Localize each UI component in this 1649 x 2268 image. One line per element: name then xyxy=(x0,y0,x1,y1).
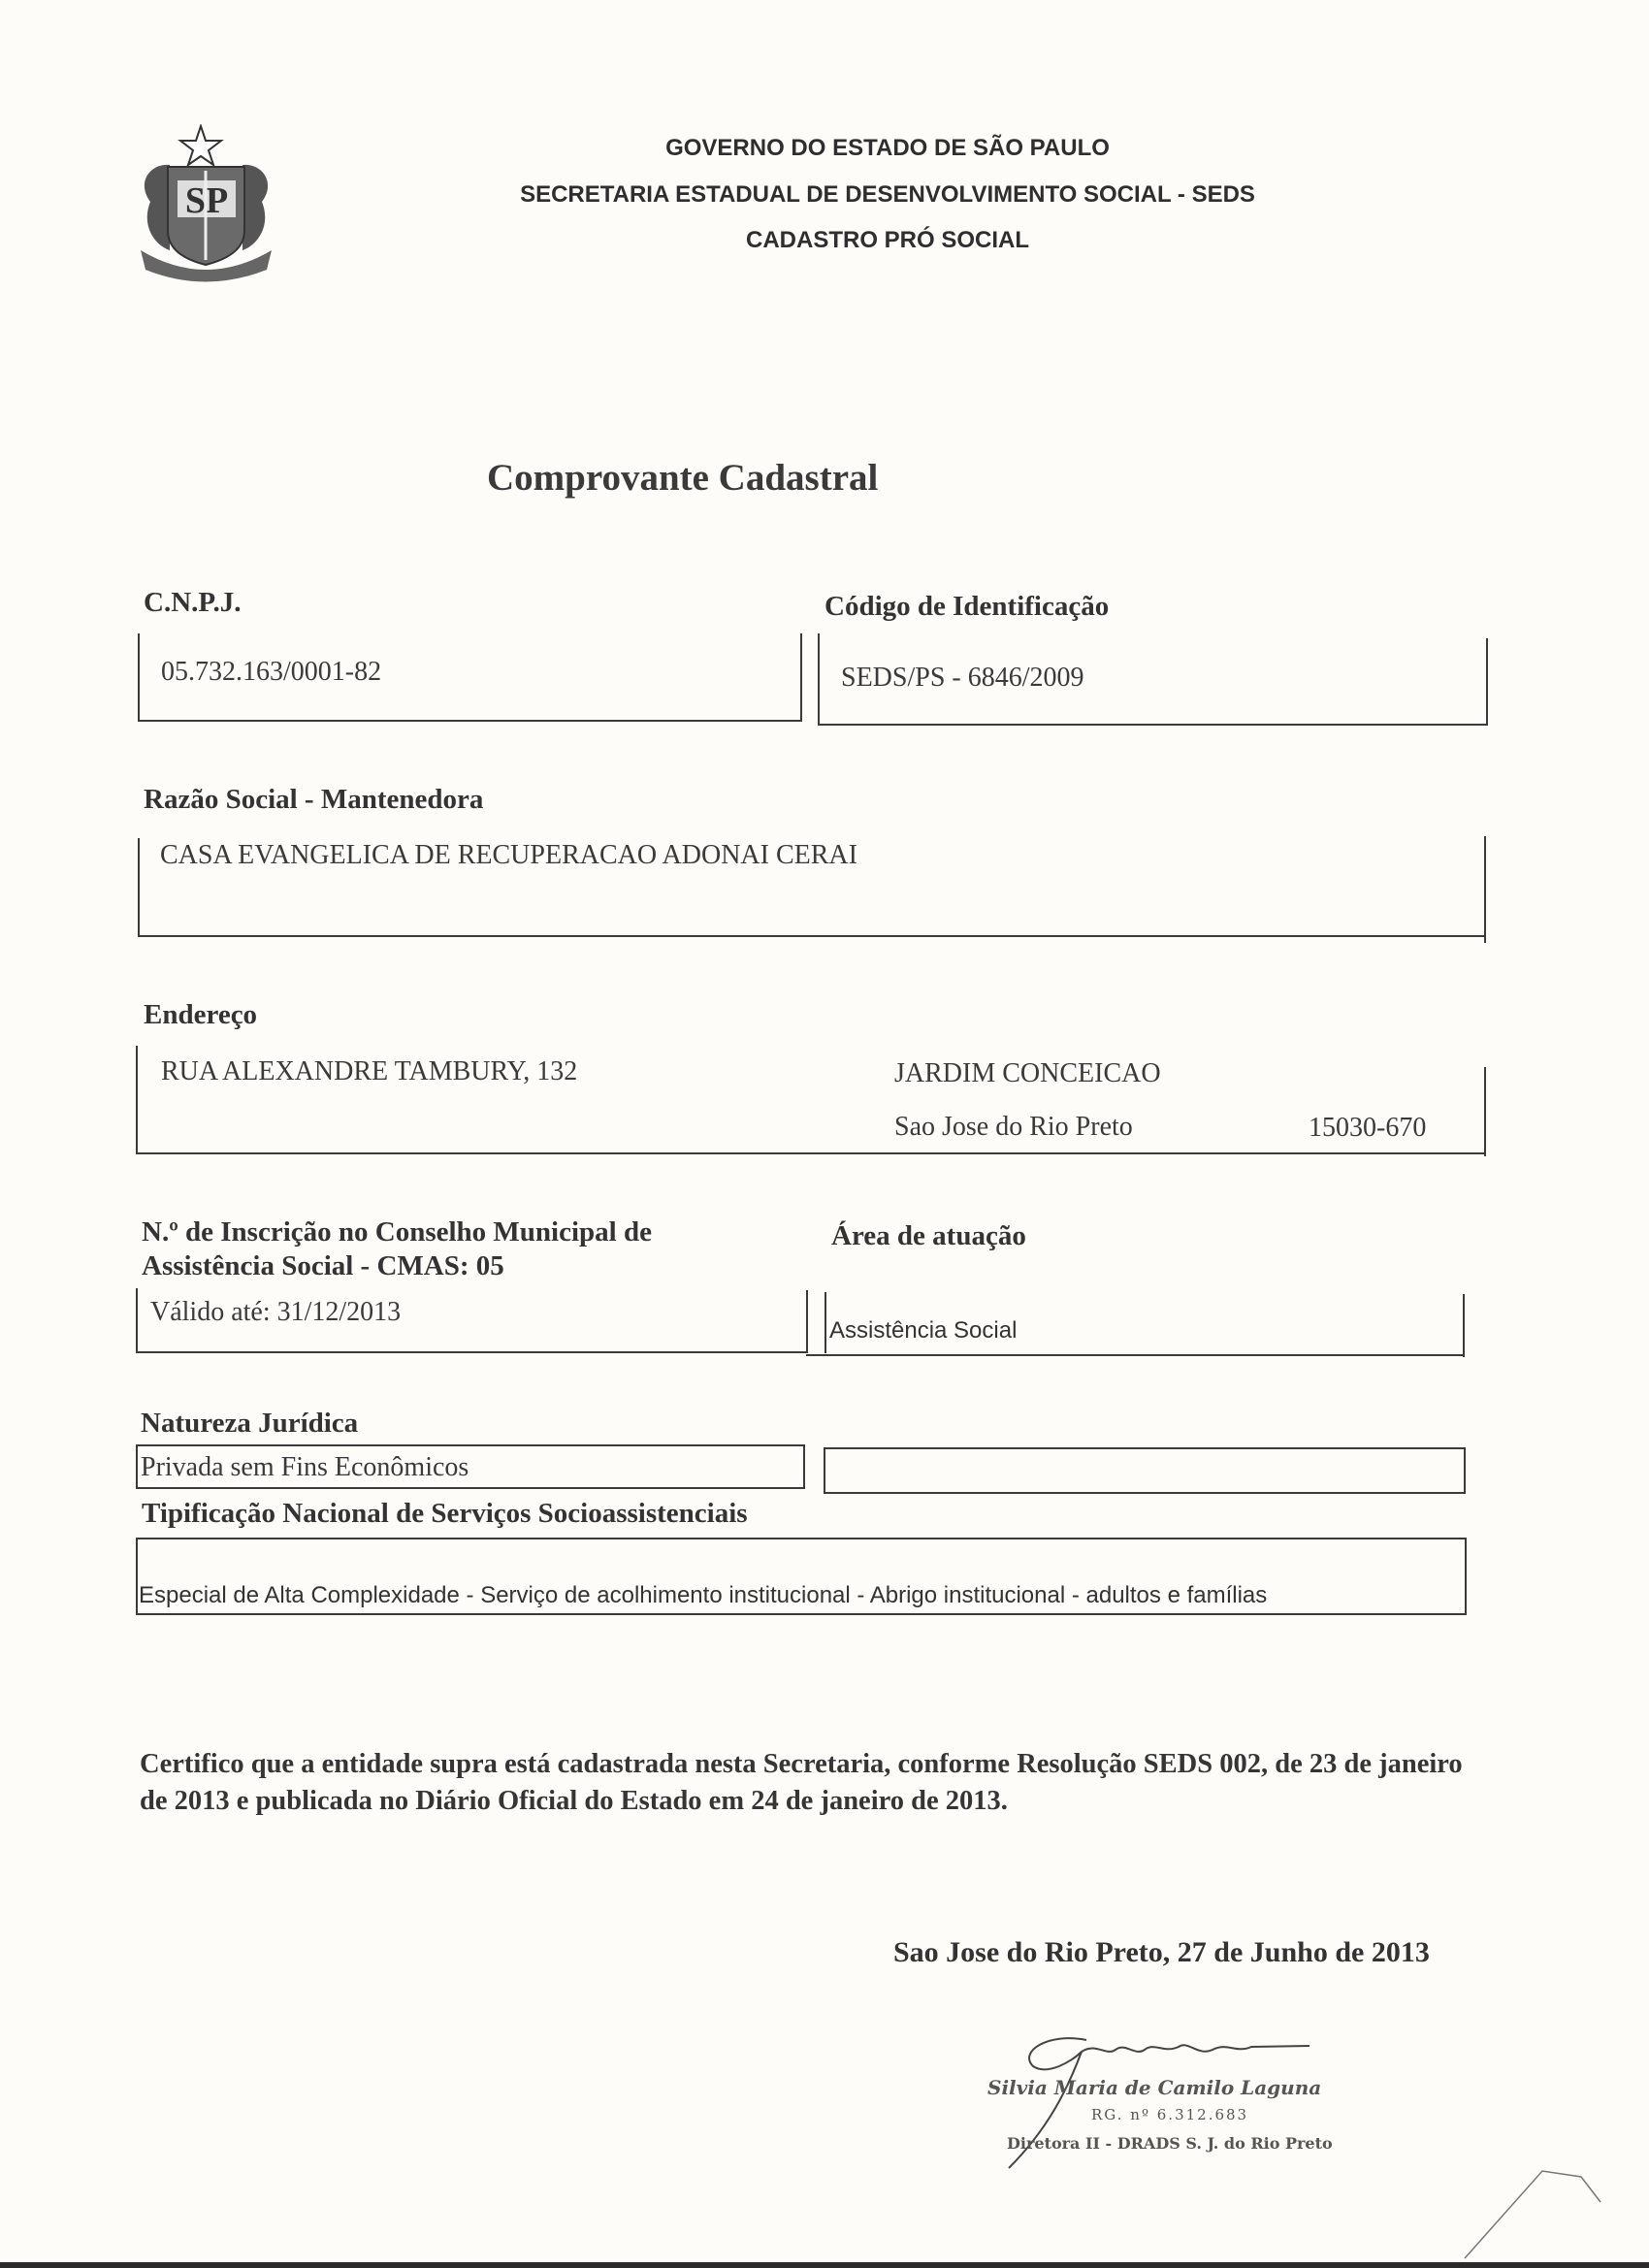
endereco-box-bottom xyxy=(136,1152,1486,1154)
endereco-cep: 15030-670 xyxy=(1309,1113,1427,1143)
endereco-street: RUA ALEXANDRE TAMBURY, 132 xyxy=(161,1056,578,1086)
codigo-box-bottom xyxy=(818,724,1488,726)
page-fold-mark xyxy=(1455,2163,1630,2260)
endereco-box-left xyxy=(136,1046,138,1152)
cmas-label-line1: N.º de Inscrição no Conselho Municipal de xyxy=(142,1216,652,1247)
certification-text: Certifico que a entidade supra está cadastrada nesta Secretaria, conforme Resolução SEDS 002, de 23 de janeiro de 2013 e publicada no Diário Oficial do Estado em 24 de janeiro de 2013. xyxy=(140,1749,1463,1816)
area-box-bottom xyxy=(806,1354,1465,1356)
stamp-rg: RG. nº 6.312.683 xyxy=(1091,2106,1249,2123)
tipificacao-value: Especial de Alta Complexidade - Serviço de acolhimento institucional - Abrigo institucional - adultos e famílias xyxy=(139,1582,1268,1608)
emblem-letters: SP xyxy=(184,180,229,221)
scan-edge-band xyxy=(0,2262,1649,2268)
codigo-label: Código de Identificação xyxy=(824,591,1110,622)
header-line-government: GOVERNO DO ESTADO DE SÃO PAULO xyxy=(665,135,1110,161)
cnpj-box-right xyxy=(800,633,802,721)
natureza-secondary-box xyxy=(824,1447,1466,1494)
cmas-box-bottom xyxy=(136,1351,808,1353)
cmas-box-right xyxy=(806,1290,808,1352)
natureza-value: Privada sem Fins Econômicos xyxy=(141,1452,469,1482)
razao-social-value: CASA EVANGELICA DE RECUPERACAO ADONAI CERAI xyxy=(160,840,857,870)
natureza-label: Natureza Jurídica xyxy=(141,1408,359,1439)
area-box-left xyxy=(824,1292,826,1353)
area-label: Área de atuação xyxy=(831,1220,1026,1251)
endereco-neighborhood: JARDIM CONCEICAO xyxy=(894,1058,1161,1088)
area-box-right xyxy=(1463,1294,1465,1357)
stamp-role: Diretora II - DRADS S. J. do Rio Preto xyxy=(1007,2134,1333,2153)
razao-box-bottom xyxy=(138,935,1486,937)
header-line-program: CADASTRO PRÓ SOCIAL xyxy=(745,227,1029,253)
tipificacao-label: Tipificação Nacional de Serviços Socioassistenciais xyxy=(142,1498,748,1529)
cnpj-label: C.N.P.J. xyxy=(144,587,242,618)
cnpj-box-left xyxy=(138,633,140,721)
codigo-value: SEDS/PS - 6846/2009 xyxy=(841,663,1084,693)
cmas-validity: Válido até: 31/12/2013 xyxy=(150,1297,402,1327)
date-line: Sao Jose do Rio Preto, 27 de Junho de 2013 xyxy=(893,1936,1430,1968)
stamp-name: Silvia Maria de Camilo Laguna xyxy=(987,2076,1322,2099)
area-value: Assistência Social xyxy=(829,1317,1018,1344)
razao-box-left xyxy=(138,838,140,935)
endereco-city: Sao Jose do Rio Preto xyxy=(894,1112,1133,1142)
codigo-box-left xyxy=(818,633,820,725)
razao-social-label: Razão Social - Mantenedora xyxy=(144,784,484,815)
endereco-label: Endereço xyxy=(144,999,258,1030)
cmas-label-line2: Assistência Social - CMAS: 05 xyxy=(142,1250,504,1281)
cnpj-box-bottom xyxy=(138,720,802,722)
handwritten-signature xyxy=(989,2023,1358,2178)
document-title: Comprovante Cadastral xyxy=(487,457,879,499)
codigo-box-right xyxy=(1486,638,1488,725)
cnpj-value: 05.732.163/0001-82 xyxy=(161,657,382,687)
cmas-box-left xyxy=(136,1288,138,1352)
endereco-box-right xyxy=(1484,1067,1486,1156)
razao-box-right xyxy=(1484,836,1486,943)
header-line-secretariat: SECRETARIA ESTADUAL DE DESENVOLVIMENTO SOCIAL - SEDS xyxy=(520,181,1255,208)
